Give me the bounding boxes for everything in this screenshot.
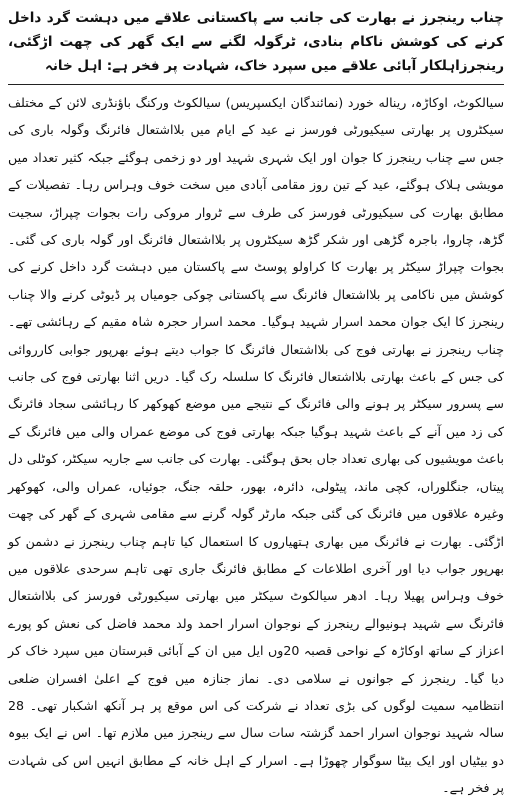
article-body <box>8 89 504 802</box>
headline: چناب رینجرز نے بھارت کی جانب سے پاکستانی علاقے میں دہشت گرد داخل کرنے کی کوشش ناکام بنادی، ٹرگولہ لگنے سے ایک گھر کی چھت اڑگئی، رینجرزاہلکار آبائی علاقے میں سپرد خاک، شہادت پر فخر ہے: اہل خانہ <box>8 10 504 74</box>
article-paragraph: سیالکوٹ، اوکاڑہ، ریناله خورد (نمائندگان ایکسپریس) سیالکوٹ ورکنگ باؤنڈری لائن کے مختلف سیکٹروں پر بھارتی سیکیورٹی فورسز نے عید کے ایام میں بلااشتعال فائرنگ وگولہ باری کی جس سے چناب رینجرز کا جوان اور ایک شہری شہید اور دو زخمی ہوگئے جبکہ کثیر تعداد میں مویشی ہلاک ہوگئے، عید کے تین روز مقامی آبادی میں سخت خوف وہراس رہا۔ تفصیلات کے مطابق بھارت کی سیکیورٹی فورسز کی طرف سے ٹروار مروکی رات بجوات چپراڑ، سجیت گڑھ، چاروا، باجرہ گڑھی اور شکر گڑھ سیکٹروں پر بلااشتعال فائرنگ اور گولہ باری کی گئی۔ بجوات چپراڑ سیکٹر پر بھارت کا کراولو پوسٹ سے پاکستان میں دہشت گرد داخل کرنے کی کوشش میں ناکامی پر بلااشتعال فائرنگ سے پاکستانی چوکی جومیاں پر ڈیوٹی کرنے والا چناب رینجرز کا ایک جوان محمد اسرار شہید ہوگیا۔ محمد اسرار حجرہ شاہ مقیم کے رہائشی تھے۔ چناب رینجرز نے بھارتی فوج کی بلااشتعال فائرنگ کا جواب دیتے ہوئے بھرپور جوابی کارروائی کی جس کے باعث بھارتی بلااشتعال فائرنگ کا سلسلہ رک گیا۔ دریں اثنا بھارتی فوج کی جانب سے پسرور سیکٹر پر ہونے والی فائرنگ کے نتیجے میں موضع کھوکھر کا رہائشی سجاد فائرنگ کی زد میں آنے کے باعث شہید ہوگیا جبکہ بھارتی فوج کی موضع عمراں والی میں فائرنگ کے باعث مویشیوں کی بھاری تعداد جاں بحق ہوگئی۔ بھارت کی جانب سے جاریہ سیکٹر، کوٹلی دل پیتاں، جنگلوراں، کچی ماند، پیٹولی، دائرہ، بھور، حلقہ جنگ، جوئیاں، عمراں والی، کھوکھر وغیرہ علاقوں میں فائرنگ کی گئی جبکہ مارٹر گولہ گرنے سے مقامی شہری کے گھر کی چھت اڑگئی۔ بھارت نے فائرنگ میں بھاری ہتھیاروں کا استعمال کیا تاہم چناب رینجرز نے دشمن کو بھرپور جواب دیا اور آخری اطلاعات کے مطابق فائرنگ جاری تھی تاہم سرحدی علاقوں میں خوف وہراس پھیلا رہا۔ ادھر سیالکوٹ سیکٹر میں بھارتی سیکیورٹی فورسز کی بلااشتعال فائرنگ سے شہید ہونیوالے رینجرز کے نوجوان اسرار احمد ولد محمد فاضل کی نعش کو پورے اعزاز کے ساتھ اوکاڑہ کے نواحی قصبہ 20وں ایل میں ان کے آبائی قبرستان میں سپرد خاک کر دیا گیا۔ رینجرز کے جوانوں نے سلامی دی۔ نماز جنازہ میں فوج کے اعلیٰ افسران ضلعی انتظامیہ سمیت لوگوں کی بڑی تعداد نے شرکت کی اس موقع پر ہر آنکھ اشکبار تھی۔ 28 سالہ شہید نوجوان اسرار احمد گزشتہ سات سال سے رینجرز میں ملازم تھا۔ اس نے ایک بیوہ دو بیٹیاں اور ایک بیٹا سوگوار چھوڑا ہے۔ اسرار کے اہل خانہ کے مطابق انہیں اس کی شہادت پر فخر ہے۔ <box>8 95 505 796</box>
headline-divider <box>8 84 504 85</box>
